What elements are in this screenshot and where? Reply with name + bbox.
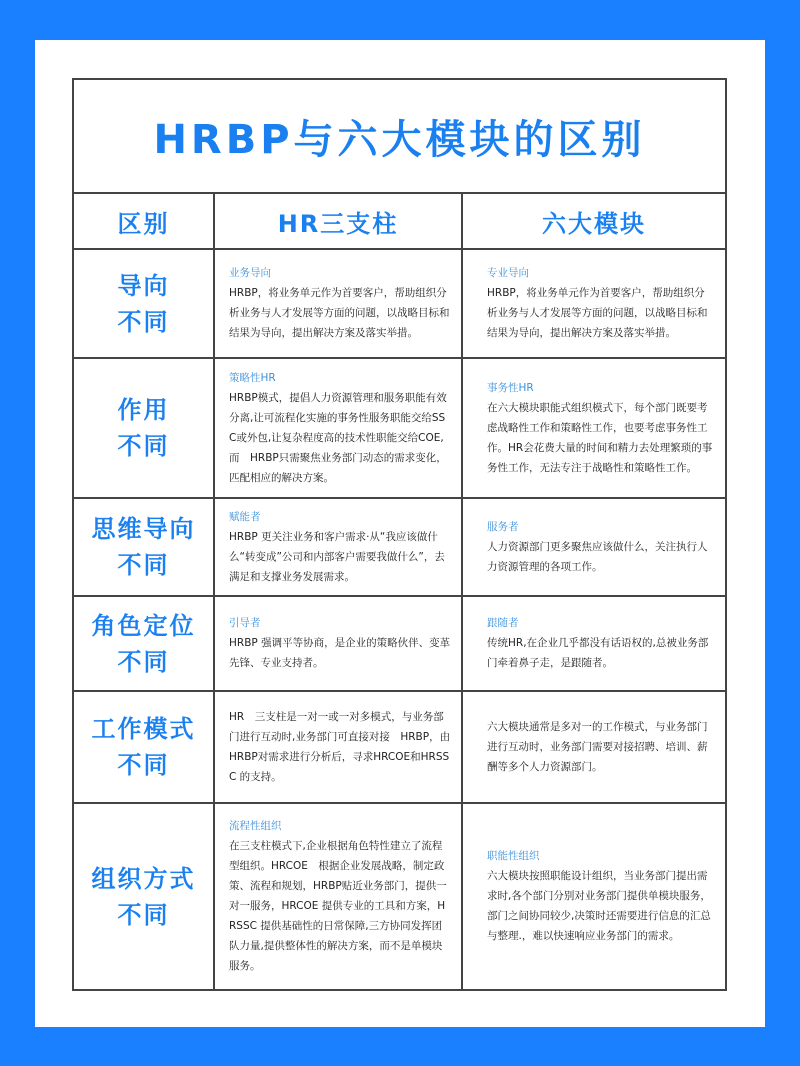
cell-subtitle: 跟随者 xyxy=(487,617,519,629)
row-label-line2: 不同 xyxy=(117,647,170,676)
table-row xyxy=(74,250,725,359)
header-cell-six-modules xyxy=(463,194,725,248)
hr-pillars-cell xyxy=(215,597,463,690)
cell-text: HRBP模式，提倡人力资源管理和服务职能有效分离,让可流程化实施的事务性服务职能交给SSC或外包,让复杂程度高的技术性职能交给COE,而 HRBP只需聚焦业务部门动态的需求变化，匹配相应的解决方案。 xyxy=(229,391,447,484)
six-modules-cell xyxy=(463,692,725,802)
cell-text: 六大模块按照职能设计组织，当业务部门提出需求时,各个部门分别对业务部门提供单模块服务，部门之间协同较少,决策时还需要进行信息的汇总与整理.，难以快速响应业务部门的需求。 xyxy=(487,870,711,942)
row-label xyxy=(118,268,170,340)
row-label-line1: 导向 xyxy=(117,271,170,300)
cell-subtitle: 策略性HR xyxy=(229,371,276,384)
cell-text: HR 三支柱是一对一或一对多模式，与业务部门进行互动时,业务部门可直接对接 HRBP，由HRBP对需求进行分析后，寻求HRCOE和HRSSC 的支持。 xyxy=(229,711,451,783)
hr-pillars-cell xyxy=(215,692,463,802)
six-modules-cell xyxy=(463,359,725,497)
header-row xyxy=(74,194,725,250)
row-label-cell xyxy=(74,597,215,690)
cell-text: 人力资源部门更多聚焦应该做什么，关注执行人力资源管理的各项工作。 xyxy=(487,540,708,573)
row-label-line1: 组织方式 xyxy=(91,864,196,893)
table-row xyxy=(74,804,725,989)
cell-subtitle: 专业导向 xyxy=(487,267,529,279)
row-label-cell xyxy=(74,804,215,989)
row-label xyxy=(92,861,196,933)
title-row xyxy=(74,80,725,194)
six-modules-cell xyxy=(463,597,725,690)
cell-text: HRBP 更关注业务和客户需求·从“我应该做什么“转变成”公司和内部客户需要我做什么”，去满足和支撑业务发展需求。 xyxy=(229,530,445,583)
cell-subtitle: 职能性组织 xyxy=(487,850,540,862)
cell-subtitle: 引导者 xyxy=(229,617,261,629)
hr-pillars-cell xyxy=(215,359,463,497)
row-label xyxy=(92,608,196,680)
row-label-cell xyxy=(74,692,215,802)
six-modules-cell xyxy=(463,499,725,595)
cell-subtitle: 流程性组织 xyxy=(229,820,282,832)
header-label: 六大模块 xyxy=(542,209,646,238)
cell-text: 在三支柱模式下,企业根据角色特性建立了流程型组织。HRCOE 根据企业发展战略，制定政策、流程和规划，HRBP贴近业务部门，提供一对一服务，HRCOE 提供专业的工具和方案，HRSSC 提供基础性的日常保障,三方协同发挥团队力量,提供整体性的解决方案，而不是单模块服务。 xyxy=(229,840,447,972)
row-label-cell xyxy=(74,250,215,357)
table-row xyxy=(74,499,725,597)
hr-pillars-cell xyxy=(215,804,463,989)
page-title: HRBP与六大模块的区别 xyxy=(153,116,646,163)
row-label xyxy=(92,711,196,783)
row-label-cell xyxy=(74,499,215,595)
row-label-cell xyxy=(74,359,215,497)
row-label-line1: 思维导向 xyxy=(91,515,196,543)
table-row xyxy=(74,692,725,804)
row-label-line1: 角色定位 xyxy=(91,611,196,640)
row-label-line2: 不同 xyxy=(117,432,170,460)
hr-pillars-cell xyxy=(215,499,463,595)
comparison-table xyxy=(72,78,727,991)
row-label-line2: 不同 xyxy=(117,551,170,579)
six-modules-cell xyxy=(463,804,725,989)
cell-text: HRBP 强调平等协商，是企业的策略伙伴、变革先锋、专业支持者。 xyxy=(229,637,451,669)
header-cell-three-pillars xyxy=(215,194,463,248)
cell-subtitle: 事务性HR xyxy=(487,381,534,394)
cell-text: HRBP，将业务单元作为首要客户，帮助组织分析业务与人才发展等方面的问题，以战略目标和结果为导向，提出解决方案及落实举措。 xyxy=(487,287,708,339)
row-label-line2: 不同 xyxy=(117,900,170,929)
cell-subtitle: 服务者 xyxy=(487,520,519,533)
row-label-line2: 不同 xyxy=(117,307,170,336)
cell-text: HRBP，将业务单元作为首要客户，帮助组织分析业务与人才发展等方面的问题，以战略目标和结果为导向，提出解决方案及落实举措。 xyxy=(229,287,450,339)
header-cell-difference xyxy=(74,194,215,248)
table-row xyxy=(74,597,725,692)
hr-pillars-cell xyxy=(215,250,463,357)
cell-text: 六大模块通常是多对一的工作模式，与业务部门进行互动时，业务部门需要对接招聘、培训、薪酬等多个人力资源部门。 xyxy=(487,721,708,773)
cell-text: 传统HR,在企业几乎都没有话语权的,总被业务部门牵着鼻子走，是跟随者。 xyxy=(487,637,709,669)
row-label-line1: 工作模式 xyxy=(91,715,196,743)
row-label xyxy=(118,392,170,464)
six-modules-cell xyxy=(463,250,725,357)
row-label-line1: 作用 xyxy=(117,396,170,424)
cell-subtitle: 业务导向 xyxy=(229,267,271,279)
header-label: HR三支柱 xyxy=(277,209,399,238)
cell-text: 在六大模块职能式组织模式下，每个部门既要考虑战略性工作和策略性工作，也要考虑事务性工作。HR会花费大量的时间和精力去处理繁琐的事务性工作，无法专注于战略性和策略性工作。 xyxy=(487,401,713,474)
cell-subtitle: 赋能者 xyxy=(229,510,261,523)
row-label-line2: 不同 xyxy=(117,751,170,779)
header-label: 区别 xyxy=(117,209,170,238)
row-label xyxy=(92,511,196,583)
table-row xyxy=(74,359,725,499)
poster-card xyxy=(35,40,765,1027)
